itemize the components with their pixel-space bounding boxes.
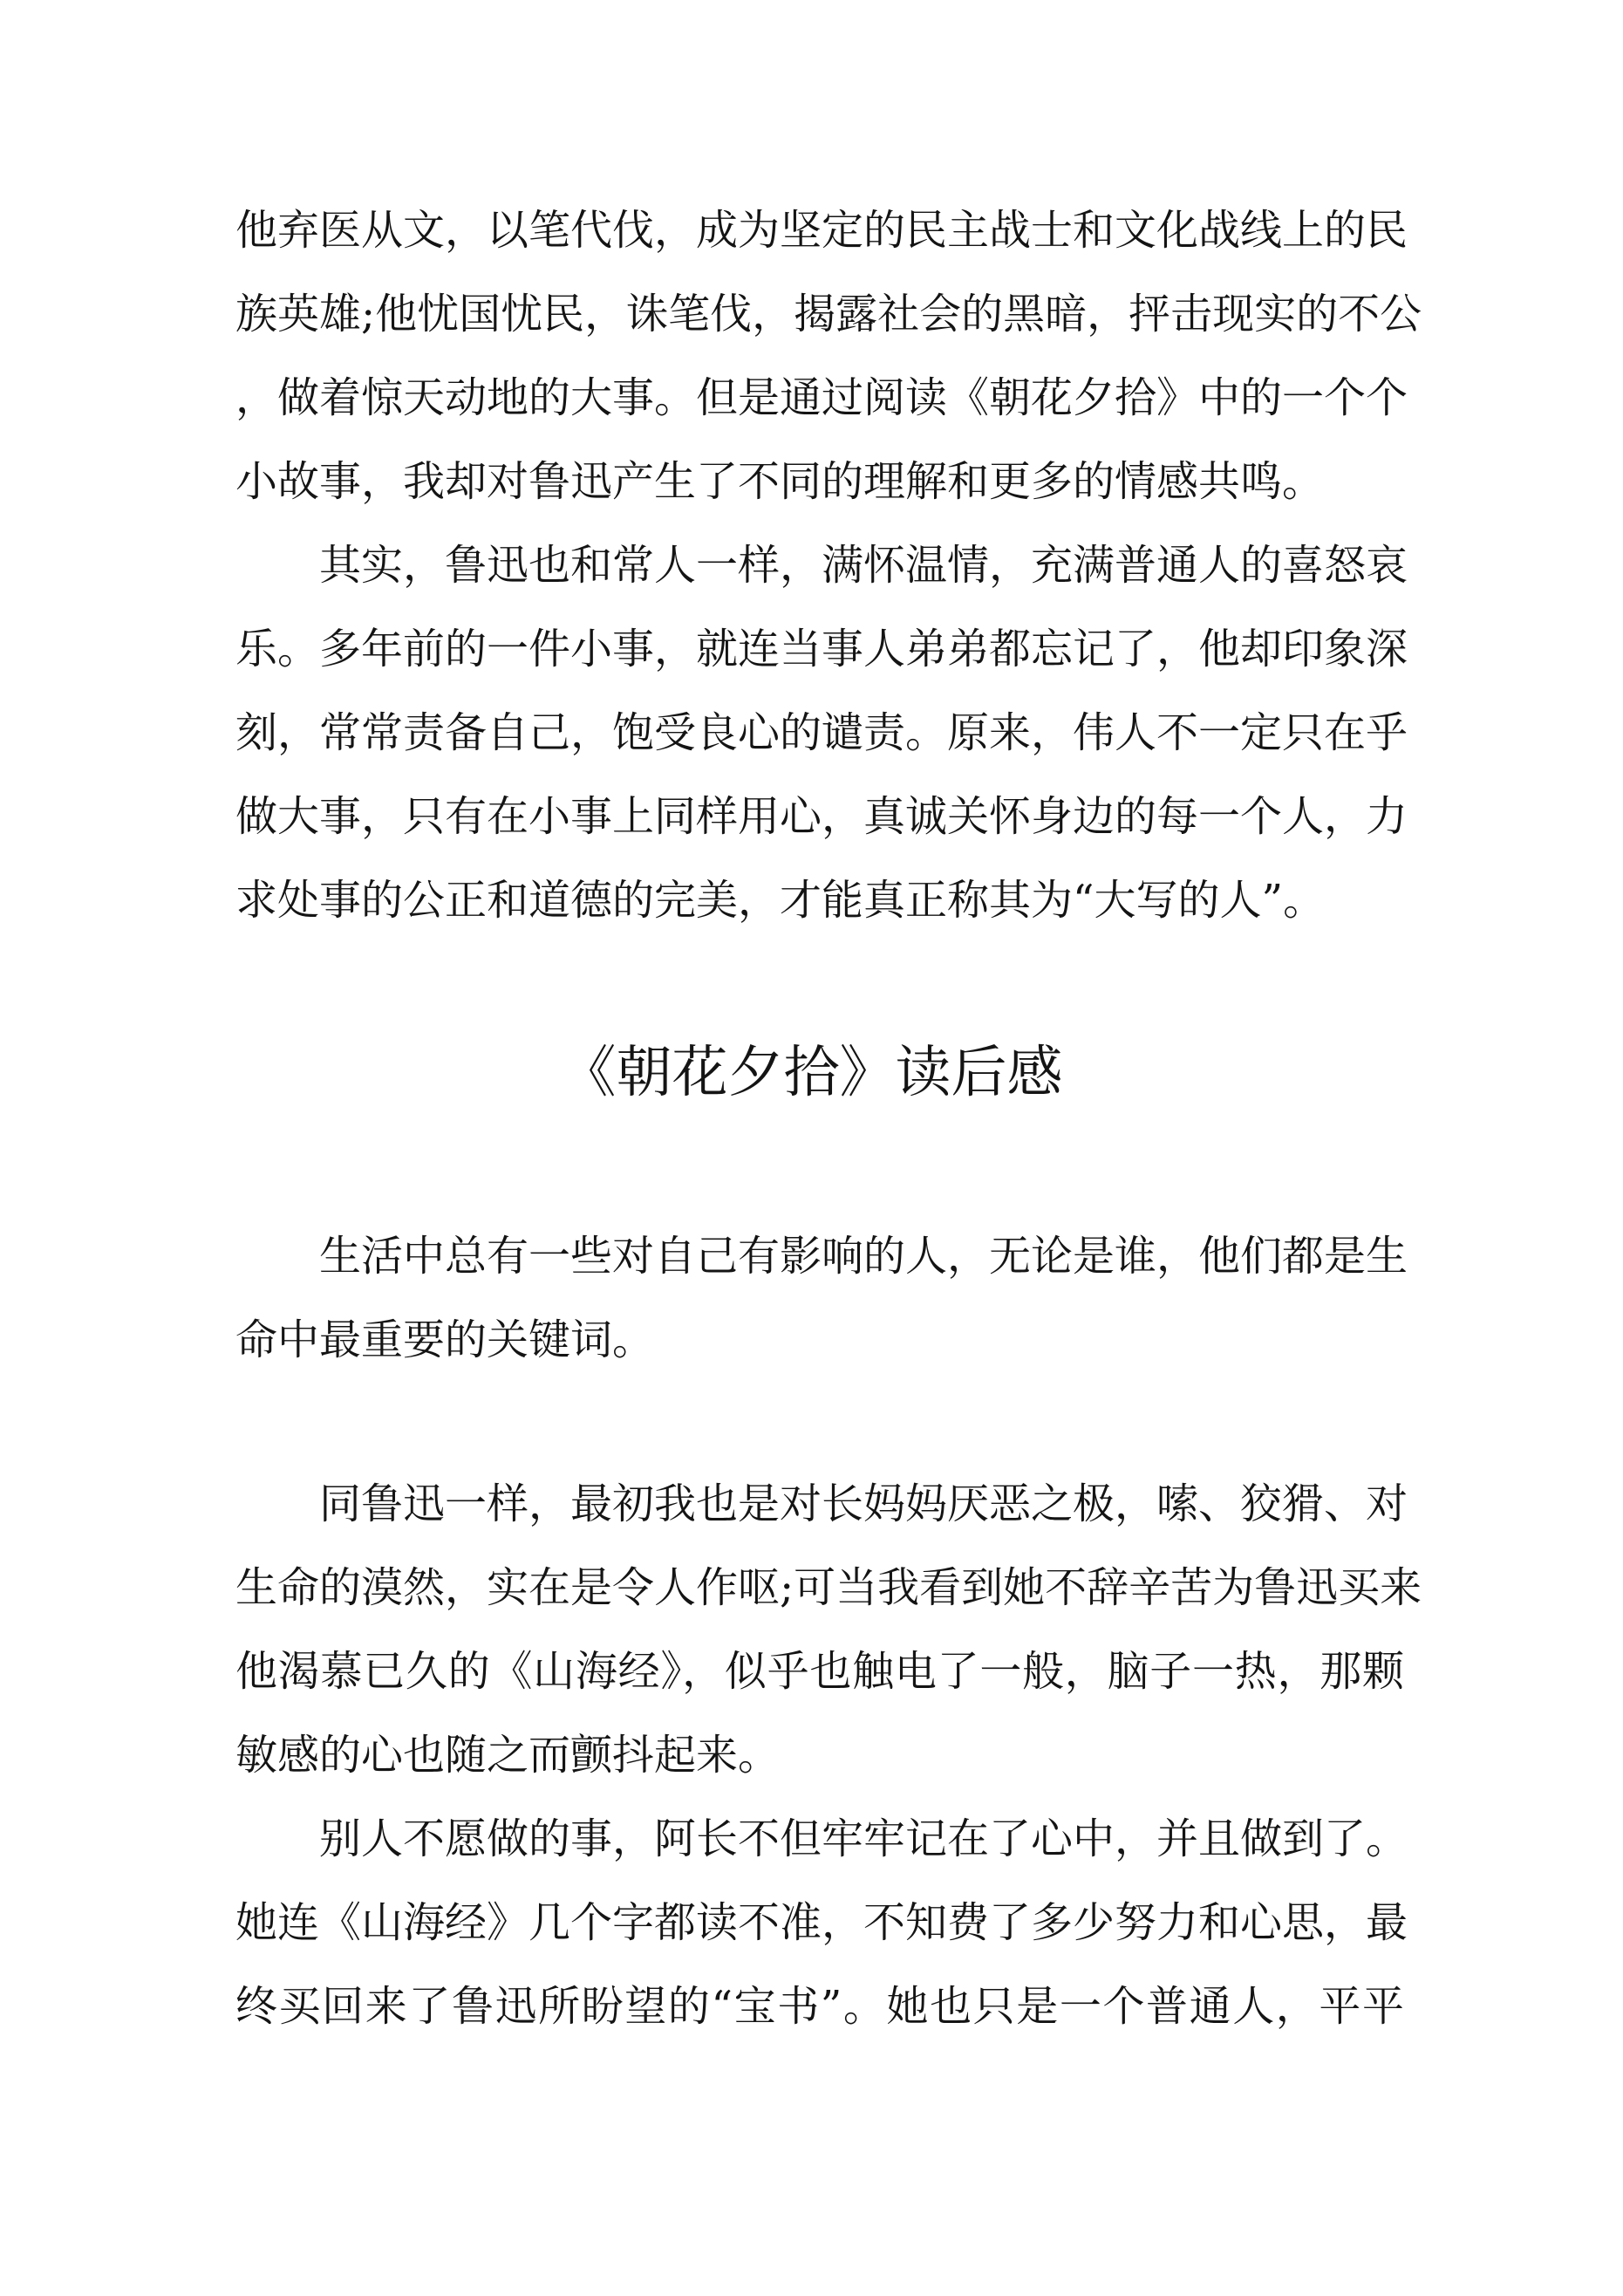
paragraph-line: 敏感的心也随之而颤抖起来。 — [235, 1731, 781, 1780]
paragraph-line: 终买回来了鲁迅所盼望的“宝书”。她也只是一个普通人，平平 — [235, 1982, 1404, 2031]
paragraph-line: 求处事的公正和道德的完美，才能真正称其为“大写的人”。 — [235, 876, 1326, 925]
paragraph-line: 乐。多年前的一件小事，就连当事人弟弟都忘记了，他却印象深 — [235, 625, 1408, 673]
paragraph-line: 生活中总有一些对自己有影响的人，无论是谁，他们都是生 — [319, 1232, 1408, 1281]
paragraph-line: 小故事，我却对鲁迅产生了不同的理解和更多的情感共鸣。 — [235, 457, 1325, 506]
paragraph-line: 其实，鲁迅也和常人一样，满怀温情，充满普通人的喜怒哀 — [319, 541, 1408, 590]
paragraph-line: 他渴慕已久的《山海经》，似乎也触电了一般，脑子一热，那颗 — [235, 1647, 1404, 1696]
paragraph-line: 生命的漠然，实在是令人作呕;可当我看到她不辞辛苦为鲁迅买来 — [235, 1563, 1422, 1612]
paragraph-line: 做大事，只有在小事上同样用心，真诚关怀身边的每一个人，力 — [235, 792, 1408, 841]
paragraph-line: 他弃医从文，以笔代伐，成为坚定的民主战士和文化战线上的民 — [235, 206, 1408, 255]
paragraph-line: 别人不愿做的事，阿长不但牢牢记在了心中，并且做到了。 — [319, 1814, 1408, 1863]
paragraph-line: 刻，常常责备自己，饱受良心的谴责。原来，伟人不一定只在乎 — [235, 708, 1408, 757]
paragraph-line: 命中最重要的关键词。 — [235, 1315, 655, 1364]
essay-title: 《朝花夕拾》读后感 — [560, 1041, 1063, 1105]
paragraph-line: ，做着惊天动地的大事。但是通过阅读《朝花夕拾》中的一个个 — [235, 373, 1408, 422]
paragraph-line: 族英雄;他忧国忧民，诛笔伐，揭露社会的黑暗，抨击现实的不公 — [235, 290, 1422, 338]
paragraph-line: 她连《山海经》几个字都读不准，不知费了多少努力和心思，最 — [235, 1898, 1408, 1947]
paragraph-line: 同鲁迅一样，最初我也是对长妈妈厌恶之极，嗦、狡猾、对 — [319, 1479, 1408, 1528]
